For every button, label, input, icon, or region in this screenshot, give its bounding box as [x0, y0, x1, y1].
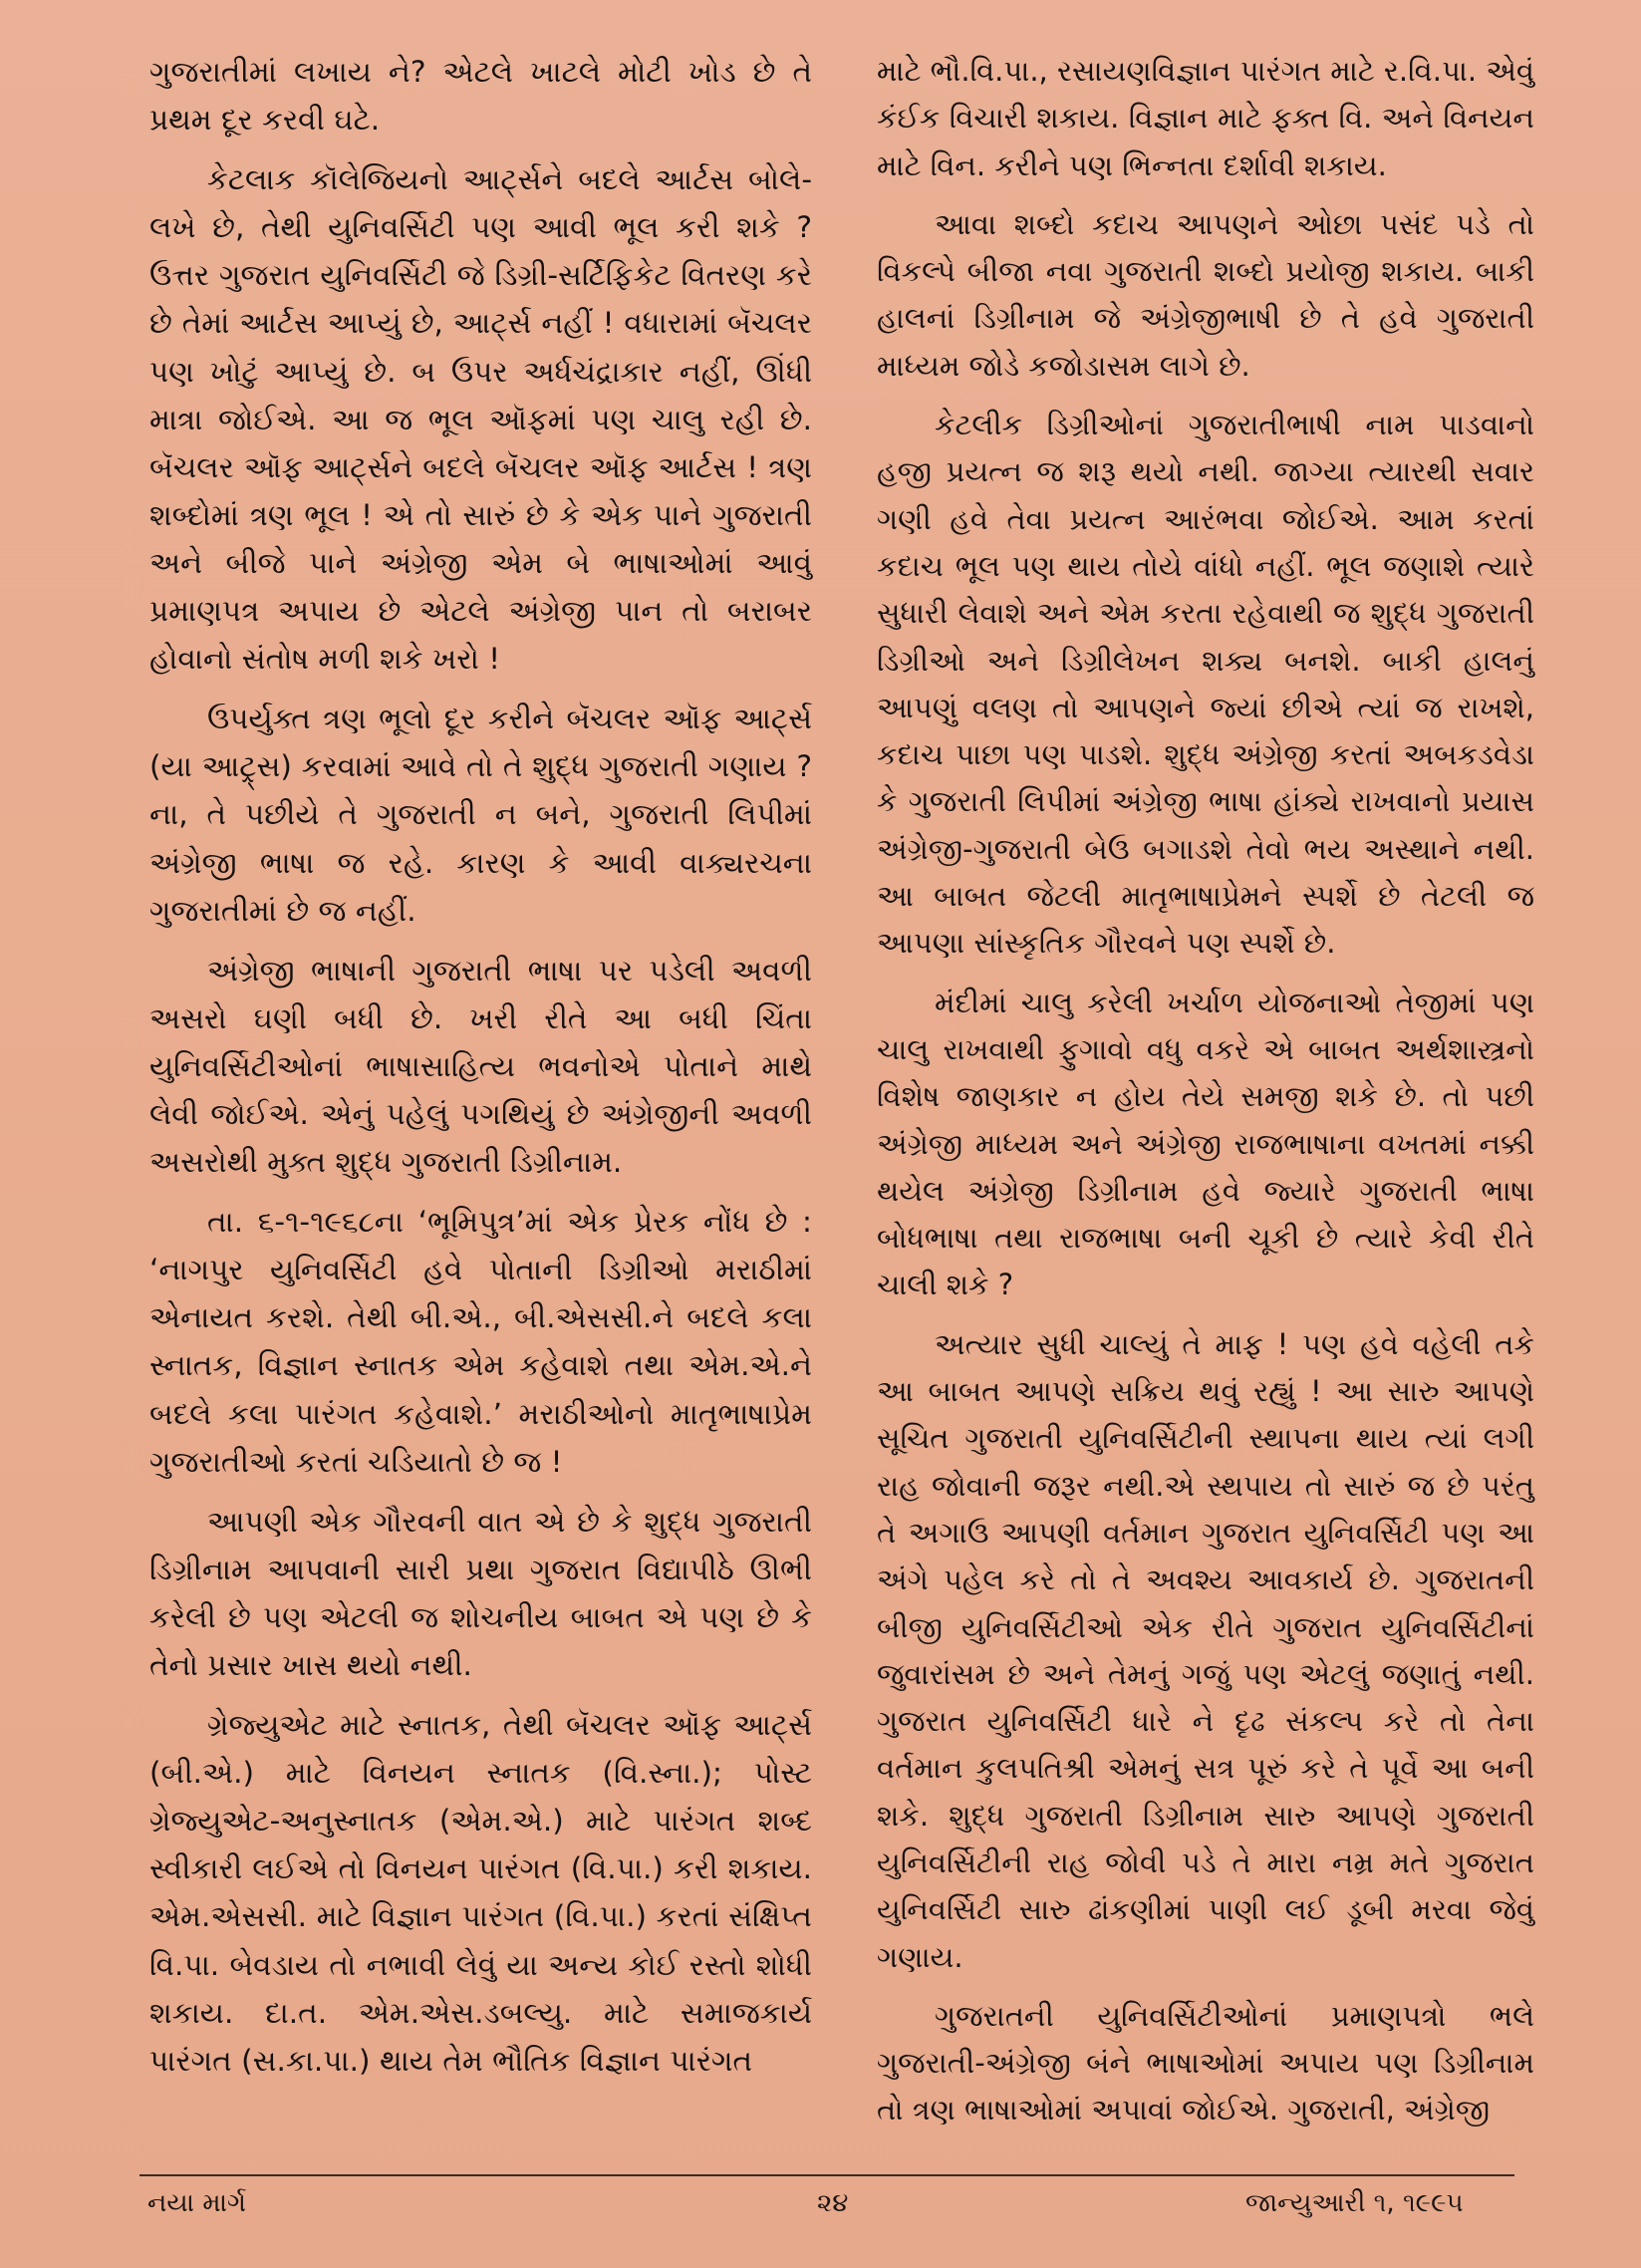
paragraph: કેટલાક કૉલેજિયનો આર્ટ્સને બદલે આર્ટસ બોલે-લખે છે, તેથી યુનિવર્સિટી પણ આવી ભૂલ કરી શકે ? ઉત્તર ગુજરાત યુનિવર્સિટી જે ડિગ્રી-સર્ટિફિકેટ વિતરણ કરે છે તેમાં આર્ટસ આપ્યું છે, આર્ટ્સ નહીં ! વધારામાં બૅચલર પણ ખોટું આપ્યું છે. બ ઉપર અર્ધચંદ્રાકાર નહીં, ઊંધી માત્રા જોઈએ. આ જ ભૂલ ઑફમાં પણ ચાલુ રહી છે. બૅચલર ઑફ આર્ટ્સને બદલે બૅચલર ઑફ આર્ટસ ! ત્રણ શબ્દોમાં ત્રણ ભૂલ ! એ તો સારું છે કે એક પાને ગુજરાતી અને બીજે પાને અંગ્રેજી એમ બે ભાષાઓમાં આવું પ્રમાણપત્ર અપાય છે એટલે અંગ્રેજી પાન તો બરાબર હોવાનો સંતોષ મળી શકે ખરો ! [149, 162, 812, 677]
left-column [149, 48, 812, 2097]
paragraph: ગુજરાતીમાં લખાય ને? એટલે ખાટલે મોટી ખોડ છે તે પ્રથમ દૂર કરવી ઘટે. [149, 55, 812, 138]
footer-divider [139, 2174, 1514, 2176]
right-column [877, 48, 1534, 2146]
paragraph: ઉપર્યુક્ત ત્રણ ભૂલો દૂર કરીને બૅચલર ઑફ આર્ટ્સ (યા આટ્ર્સ) કરવામાં આવે તો તે શુદ્ધ ગુજરાતી ગણાય ? ના, તે પછીયે તે ગુજરાતી ન બને, ગુજરાતી લિપીમાં અંગ્રેજી ભાષા જ રહે. કારણ કે આવી વાક્યરચના ગુજરાતીમાં છે જ નહીં. [149, 702, 812, 928]
footer-date: જાન્યુઆરી ૧, ૧૯૯૫ [1245, 2188, 1464, 2218]
paragraph: મંદીમાં ચાલુ કરેલી ખર્ચાળ યોજનાઓ તેજીમાં પણ ચાલુ રાખવાથી ફુગાવો વધુ વકરે એ બાબત અર્થશાસ્ત્રનો વિશેષ જાણકાર ન હોય તેયે સમજી શકે છે. તો પછી અંગ્રેજી માધ્યમ અને અંગ્રેજી રાજભાષાના વખતમાં નક્કી થયેલ અંગ્રેજી ડિગ્રીનામ હવે જ્યારે ગુજરાતી ભાષા બોધભાષા તથા રાજભાષા બની ચૂકી છે ત્યારે કેવી રીતે ચાલી શકે ? [877, 985, 1534, 1302]
paragraph: તા. ૬-૧-૧૯૬૮ના ‘ભૂમિપુત્ર’માં એક પ્રેરક નોંધ છે : ‘નાગપુર યુનિવર્સિટી હવે પોતાની ડિગ્રીઓ મરાઠીમાં એનાયત કરશે. તેથી બી.એ., બી.એસસી.ને બદલે કલા સ્નાતક, વિજ્ઞાન સ્નાતક એમ કહેવાશે તથા એમ.એ.ને બદલે કલા પારંગત કહેવાશે.’ મરાઠીઓનો માતૃભાષાપ્રેમ ગુજરાતીઓ કરતાં ચડિયાતો છે જ ! [149, 1205, 812, 1479]
paragraph: ગુજરાતની યુનિવર્સિટીઓનાં પ્રમાણપત્રો ભલે ગુજરાતી-અંગ્રેજી બંને ભાષાઓમાં અપાય પણ ડિગ્રીનામ તો ત્રણ ભાષાઓમાં અપાવાં જોઈએ. ગુજરાતી, અંગ્રેજી [877, 1998, 1534, 2127]
paragraph: અત્યાર સુધી ચાલ્યું તે માફ ! પણ હવે વહેલી તકે આ બાબત આપણે સક્રિય થવું રહ્યું ! આ સારુ આપણે સૂચિત ગુજરાતી યુનિવર્સિટીની સ્થાપના થાય ત્યાં લગી રાહ જોવાની જરૂર નથી.એ સ્થપાય તો સારું જ છે પરંતુ તે અગાઉ આપણી વર્તમાન ગુજરાત યુનિવર્સિટી પણ આ અંગે પહેલ કરે તો તે અવશ્ય આવકાર્ય છે. ગુજરાતની બીજી યુનિવર્સિટીઓ એક રીતે ગુજરાત યુનિવર્સિટીનાં જુવારાંસમ છે અને તેમનું ગજું પણ એટલું જણાતું નથી. ગુજરાત યુનિવર્સિટી ધારે ને દૃઢ સંકલ્પ કરે તો તેના વર્તમાન કુલપતિશ્રી એમનું સત્ર પૂરું કરે તે પૂર્વે આ બની શકે. શુદ્ધ ગુજરાતી ડિગ્રીનામ સારુ આપણે ગુજરાતી યુનિવર્સિટીની રાહ જોવી પડે તે મારા નમ્ર મતે ગુજરાત યુનિવર્સિટી સારુ ઢાંકણીમાં પાણી લઈ ડૂબી મરવા જેવું ગણાય. [877, 1326, 1534, 1974]
paragraph: માટે ભૌ.વિ.પા., રસાયણવિજ્ઞાન પારંગત માટે ર.વિ.પા. એવું કંઈક વિચારી શકાય. વિજ્ઞાન માટે ફક્ત વિ. અને વિનયન માટે વિન. કરીને પણ ભિન્નતા દર્શાવી શકાય. [877, 54, 1534, 182]
footer-magazine-name: નયા માર્ગ [147, 2188, 247, 2218]
paragraph: કેટલીક ડિગ્રીઓનાં ગુજરાતીભાષી નામ પાડવાનો હજી પ્રયત્ન જ શરૂ થયો નથી. જાગ્યા ત્યારથી સવાર ગણી હવે તેવા પ્રયત્ન આરંભવા જોઈએ. આમ કરતાં કદાચ ભૂલ પણ થાય તોયે વાંધો નહીં. ભૂલ જણાશે ત્યારે સુધારી લેવાશે અને એમ કરતા રહેવાથી જ શુદ્ધ ગુજરાતી ડિગ્રીઓ અને ડિગ્રીલેખન શક્ય બનશે. બાકી હાલનું આપણું વલણ તો આપણને જ્યાં છીએ ત્યાં જ રાખશે, કદાચ પાછા પણ પાડશે. શુદ્ધ અંગ્રેજી કરતાં અબકડવેડા કે ગુજરાતી લિપીમાં અંગ્રેજી ભાષા હાંક્યે રાખવાનો પ્રયાસ અંગ્રેજી-ગુજરાતી બેઉ બગાડશે તેવો ભય અસ્થાને નથી. આ બાબત જેટલી માતૃભાષાપ્રેમને સ્પર્શે છે તેટલી જ આપણા સાંસ્કૃતિક ગૌરવને પણ સ્પર્શે છે. [877, 408, 1534, 961]
paragraph: ગ્રેજ્યુએટ માટે સ્નાતક, તેથી બૅચલર ઑફ આર્ટ્સ (બી.એ.) માટે વિનયન સ્નાતક (વિ.સ્ના.); પોસ્ટ ગ્રેજ્યુએટ-અનુસ્નાતક (એમ.એ.) માટે પારંગત શબ્દ સ્વીકારી લઈએ તો વિનયન પારંગત (વિ.પા.) કરી શકાય. એમ.એસસી. માટે વિજ્ઞાન પારંગત (વિ.પા.) કરતાં સંક્ષિપ્ત વિ.પા. બેવડાય તો નભાવી લેવું યા અન્ય કોઈ રસ્તો શોધી શકાય. દા.ત. એમ.એસ.ડબલ્યુ. માટે સમાજકાર્ય પારંગત (સ.કા.પા.) થાય તેમ ભૌતિક વિજ્ઞાન પારંગત [149, 1708, 812, 2078]
paragraph: આવા શબ્દો કદાચ આપણને ઓછા પસંદ પડે તો વિકલ્પે બીજા નવા ગુજરાતી શબ્દો પ્રયોજી શકાય. બાકી હાલનાં ડિગ્રીનામ જે અંગ્રેજીભાષી છે તે હવે ગુજરાતી માધ્યમ જોડે કજોડાસમ લાગે છે. [877, 206, 1534, 383]
paragraph: અંગ્રેજી ભાષાની ગુજરાતી ભાષા પર પડેલી અવળી અસરો ઘણી બધી છે. ખરી રીતે આ બધી ચિંતા યુનિવર્સિટીઓનાં ભાષાસાહિત્ય ભવનોએ પોતાને માથે લેવી જોઈએ. એનું પહેલું પગથિયું છે અંગ્રેજીની અવળી અસરોથી મુક્ત શુદ્ધ ગુજરાતી ડિગ્રીનામ. [149, 953, 812, 1180]
footer-page-number: ૨૪ [817, 2188, 849, 2218]
paragraph: આપણી એક ગૌરવની વાત એ છે કે શુદ્ધ ગુજરાતી ડિગ્રીનામ આપવાની સારી પ્રથા ગુજરાત વિદ્યાપીઠે ઊભી કરેલી છે પણ એટલી જ શોચનીય બાબત એ પણ છે કે તેનો પ્રસાર ખાસ થયો નથી. [149, 1504, 812, 1682]
